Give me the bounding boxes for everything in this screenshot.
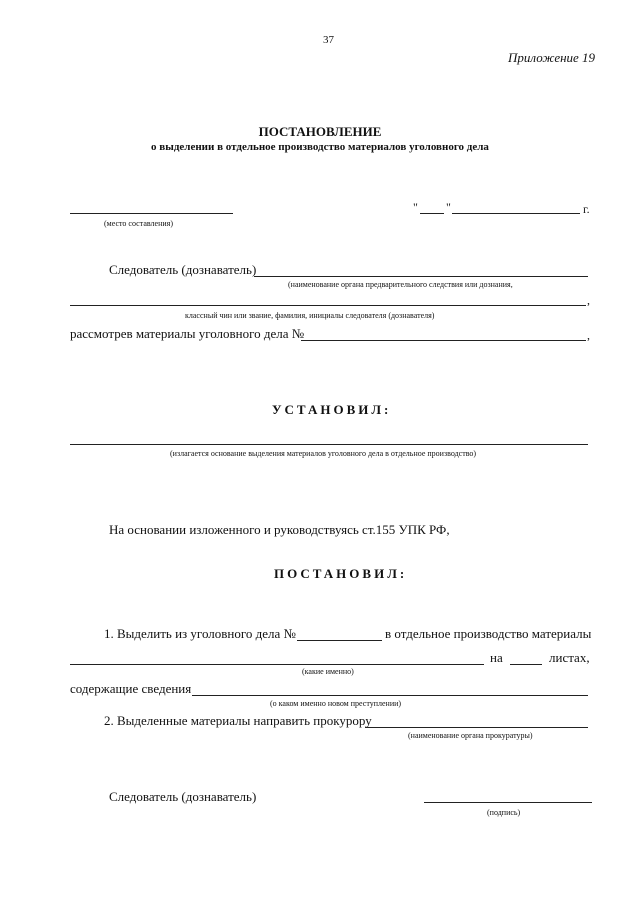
rank-caption: классный чин или звание, фамилия, инициалы следователя (дознавателя) — [185, 311, 435, 320]
place-caption: (место составления) — [104, 219, 173, 228]
date-quote-close: " — [446, 200, 451, 214]
sheets-label: листах, — [549, 650, 590, 665]
crime-info-field[interactable] — [192, 695, 588, 696]
grounds-field[interactable] — [70, 444, 588, 445]
signature-caption: (подпись) — [487, 808, 521, 817]
organ-caption: (наименование органа предварительного следствия или дознания, — [288, 280, 513, 289]
case-comma: , — [587, 328, 590, 342]
date-quote-open: " — [413, 200, 418, 214]
investigator-label: Следователь (дознаватель) — [109, 262, 257, 277]
rank-comma: , — [587, 293, 590, 307]
date-year-suffix: г. — [583, 202, 590, 216]
signature-label: Следователь (дознаватель) — [109, 789, 257, 804]
materials-field[interactable] — [70, 664, 484, 665]
prosecutor-field[interactable] — [365, 727, 588, 728]
resolved-heading: ПОСТАНОВИЛ: — [274, 566, 408, 581]
established-heading: УСТАНОВИЛ: — [272, 402, 392, 417]
which-caption: (какие именно) — [302, 667, 354, 676]
case-number-field[interactable] — [301, 340, 586, 341]
place-field[interactable] — [70, 213, 233, 214]
basis-text: На основании изложенного и руководствуясь ст.155 УПК РФ, — [109, 522, 450, 537]
item1-suffix: в отдельное производство материалы — [385, 626, 592, 641]
rank-name-field[interactable] — [70, 305, 586, 306]
organ-field[interactable] — [254, 276, 588, 277]
date-day-field[interactable] — [420, 213, 444, 214]
document-title: ПОСТАНОВЛЕНИЕ — [258, 124, 382, 139]
sheet-count-field[interactable] — [510, 664, 542, 665]
containing-label: содержащие сведения — [70, 681, 192, 696]
signature-field[interactable] — [424, 802, 592, 803]
document-subtitle: о выделении в отдельное производство материалов уголовного дела — [151, 141, 489, 153]
prosecutor-caption: (наименование органа прокуратуры) — [408, 731, 533, 740]
date-month-year-field[interactable] — [452, 213, 580, 214]
page-number: 37 — [323, 34, 334, 46]
item2-text: 2. Выделенные материалы направить прокурору — [104, 713, 372, 728]
reviewed-label: рассмотрев материалы уголовного дела № — [70, 326, 305, 341]
grounds-caption: (излагается основание выделения материалов уголовного дела в отдельное производство) — [170, 449, 477, 458]
source-case-number-field[interactable] — [297, 640, 382, 641]
crime-caption: (о каком именно новом преступлении) — [270, 699, 402, 708]
on-label: на — [490, 650, 503, 665]
appendix-label: Приложение 19 — [508, 50, 596, 65]
item1-prefix: 1. Выделить из уголовного дела № — [104, 626, 296, 641]
